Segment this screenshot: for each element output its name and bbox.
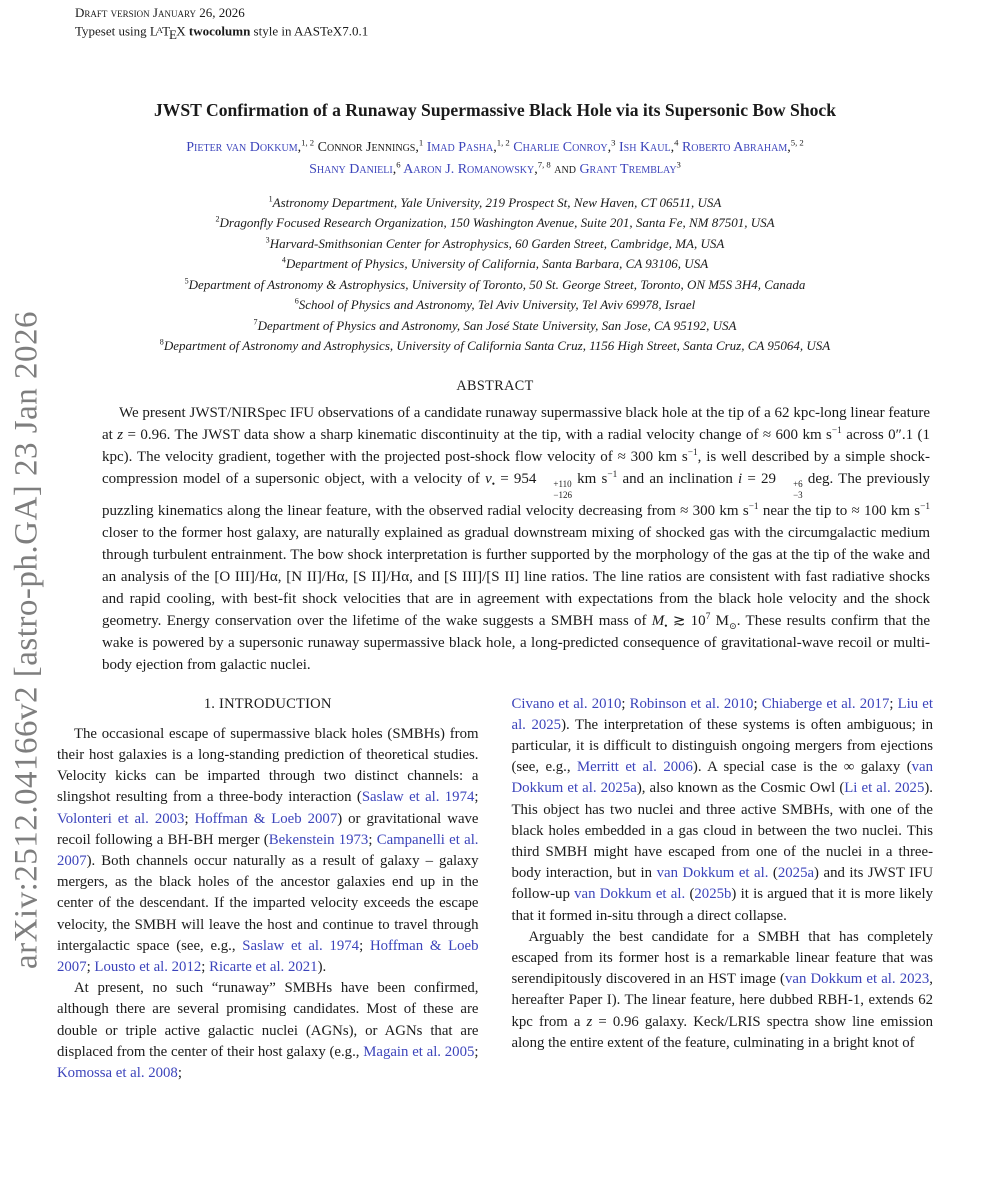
hyperlink[interactable]: 2025b bbox=[694, 886, 732, 903]
text-run: ≳ 10 bbox=[667, 612, 706, 629]
text-run: ) and its JWST IFU follow-up bbox=[511, 865, 933, 903]
text-run: = 29 bbox=[742, 470, 777, 487]
hyperlink[interactable]: Roberto Abraham bbox=[681, 139, 788, 155]
hyperlink[interactable]: van Dokkum et al. bbox=[574, 886, 686, 903]
affiliation-number: 5 bbox=[184, 276, 189, 286]
affiliation-number: 4 bbox=[281, 255, 286, 265]
hyperlink[interactable]: Pieter van Dokkum bbox=[186, 139, 298, 155]
affiliation-text: Dragonfly Focused Research Organization, 150 Washington Avenue, Suite 201, Santa Fe, NM 87501, USA bbox=[219, 215, 775, 230]
text-run: ; bbox=[184, 810, 195, 827]
text-run: and an inclination bbox=[617, 470, 739, 487]
author-list bbox=[57, 137, 933, 181]
text-run: ( bbox=[685, 886, 695, 903]
section-heading-introduction: 1. INTRODUCTION bbox=[203, 695, 332, 712]
text-run: 1, 2 bbox=[301, 136, 315, 147]
affiliation-text: School of Physics and Astronomy, Tel Aviv University, Tel Aviv 69978, Israel bbox=[298, 297, 696, 312]
text-run: ; bbox=[753, 695, 762, 712]
text-run: At present, no such “runaway” SMBHs have been confirmed, although there are several promising candidates. Most of these are double or triple active galactic nuclei (AGNs), or AGNs that are displaced from the center of their host galaxy (e.g., bbox=[57, 980, 479, 1060]
affiliation-number: 2 bbox=[215, 214, 220, 224]
intro-paragraph-2 bbox=[57, 978, 479, 1084]
hyperlink[interactable]: Chiaberge et al. 2017 bbox=[761, 695, 890, 712]
text-run: −1 bbox=[748, 501, 759, 512]
abstract-heading: ABSTRACT bbox=[456, 377, 534, 394]
text-run: L bbox=[149, 23, 158, 39]
text-run: ; bbox=[889, 695, 898, 712]
affiliation-number: 6 bbox=[294, 296, 299, 306]
author-line-2 bbox=[57, 159, 933, 181]
text-run: ⊙ bbox=[728, 621, 737, 632]
text-run: E bbox=[168, 26, 177, 42]
text-run: , bbox=[670, 139, 675, 155]
stacked-uncertainty: +110 −126 bbox=[553, 479, 572, 500]
text-run: , bbox=[787, 139, 791, 155]
hyperlink[interactable]: Merritt et al. 2006 bbox=[577, 759, 693, 776]
text-run: v bbox=[485, 470, 492, 487]
text-run: , bbox=[534, 161, 538, 177]
affiliation-number: 3 bbox=[265, 235, 270, 245]
text-run: ; bbox=[474, 1043, 479, 1060]
hyperlink[interactable]: Grant Tremblay bbox=[579, 161, 677, 177]
intro-paragraph-2-continued bbox=[512, 694, 934, 927]
hyperlink[interactable]: van Dokkum et al. bbox=[656, 865, 769, 882]
text-run: km s bbox=[571, 470, 608, 487]
hyperlink[interactable]: Volonteri et al. 2003 bbox=[57, 810, 185, 827]
arxiv-watermark: arXiv:2512.04166v2 [astro-ph.GA] 23 Jan 2026 bbox=[8, 310, 45, 970]
text-run: ). This object has two nuclei and three active SMBHs, with one of the black holes embedded in a gas cloud in between the two nuclei. This third SMBH might have escaped from one of the nuclei in a three-body interaction, but in bbox=[511, 780, 933, 882]
hyperlink[interactable]: 2025a bbox=[777, 865, 815, 882]
affiliation-3 bbox=[57, 234, 933, 255]
text-run: , bbox=[297, 139, 302, 155]
affiliation-1 bbox=[57, 193, 933, 214]
text-run: , bbox=[392, 161, 397, 177]
text-run: ). A special case is the ∞ galaxy ( bbox=[692, 759, 912, 776]
hyperlink[interactable]: Saslaw et al. 1974 bbox=[242, 937, 360, 954]
text-run: The occasional escape of supermassive black holes (SMBHs) from their host galaxies is a long-standing prediction of theoretical studies. Velocity kicks can be imparted through two distinct channels: a slingshot resulting from a three-body interaction ( bbox=[57, 725, 479, 806]
hyperlink[interactable]: Li et al. 2025 bbox=[844, 780, 925, 797]
text-run: , bbox=[607, 139, 612, 155]
text-run: 3 bbox=[676, 158, 681, 169]
text-run: • bbox=[491, 479, 496, 490]
affiliation-text: Department of Astronomy & Astrophysics, University of Toronto, 50 St. George Street, Toronto, ON M5S 3H4, Canada bbox=[188, 276, 806, 292]
text-run: twocolumn bbox=[188, 23, 251, 39]
affiliation-text: Department of Physics and Astronomy, San José State University, San Jose, CA 95192, USA bbox=[257, 317, 737, 333]
text-run: deg. The previously puzzling kinematics along the linear feature, with the observed radial velocity decreasing from ≈ 300 km s bbox=[102, 470, 931, 519]
hyperlink[interactable]: Komossa et al. 2008 bbox=[57, 1065, 178, 1082]
hyperlink[interactable]: Hoffman & Loeb 2007 bbox=[57, 937, 479, 976]
text-run: z bbox=[117, 426, 124, 443]
author-line-1 bbox=[57, 137, 933, 159]
text-run: 6 bbox=[396, 158, 401, 169]
text-run: T bbox=[162, 23, 171, 39]
left-column bbox=[57, 694, 479, 1154]
text-run: Connor Jennings bbox=[317, 139, 416, 155]
text-run: , bbox=[493, 139, 497, 155]
hyperlink[interactable]: Ish Kaul bbox=[619, 139, 671, 155]
affiliation-text: Harvard-Smithsonian Center for Astrophysics, 60 Garden Street, Cambridge, MA, USA bbox=[269, 235, 725, 251]
hyperlink[interactable]: Lousto et al. 2012 bbox=[94, 959, 202, 976]
affiliation-text: Department of Astronomy and Astrophysics, University of California Santa Cruz, 1156 High Street, Santa Cruz, CA 95064, USA bbox=[163, 338, 831, 353]
text-run: style in AASTeX7.0.1 bbox=[250, 23, 369, 39]
text-run: ). Both channels occur naturally as a result of galaxy – galaxy mergers, as the black holes of the ancestor galaxies end up in the center of the descendant. If the imparted velocity exceeds the escape velocity, the SMBH will leave the host and continue to travel through intergalactic space (see, e.g., bbox=[57, 853, 479, 954]
text-run: ( bbox=[768, 865, 778, 882]
stacked-uncertainty: +6 −3 bbox=[793, 479, 803, 500]
text-run: ; bbox=[86, 959, 95, 976]
affiliation-text: Astronomy Department, Yale University, 219 Prospect St, New Haven, CT 06511, USA bbox=[272, 194, 722, 210]
text-run: • bbox=[664, 621, 668, 632]
hyperlink[interactable]: Imad Pasha bbox=[426, 139, 494, 155]
affiliation-4 bbox=[57, 254, 933, 275]
text-run: M bbox=[710, 612, 729, 629]
text-run: across 0″.1 (1 kpc). The velocity gradient, together with the projected post-shock flow velocity of ≈ 300 km s bbox=[102, 426, 931, 465]
text-run: ) or gravitational wave recoil following a BH-BH merger ( bbox=[57, 810, 479, 848]
hyperlink[interactable]: Bekenstein 1973 bbox=[268, 831, 369, 848]
affiliation-7 bbox=[57, 316, 933, 337]
text-run: Typeset using bbox=[75, 23, 150, 39]
text-run: , hereafter Paper I). The linear feature, here dubbed RBH-1, extends 62 kpc from a bbox=[511, 971, 933, 1030]
affiliation-number: 7 bbox=[253, 317, 258, 327]
text-run: M bbox=[651, 612, 665, 629]
text-run: , bbox=[415, 139, 419, 155]
text-run: We present JWST/NIRSpec IFU observations of a candidate runaway supermassive black hole at the tip of a 62 kpc-long linear feature at bbox=[102, 404, 930, 443]
draft-header bbox=[75, 4, 933, 43]
two-column-body bbox=[57, 694, 933, 1154]
text-run: 1 bbox=[418, 136, 424, 147]
text-run: ). bbox=[317, 959, 327, 976]
hyperlink[interactable]: Liu et al. 2025 bbox=[511, 695, 933, 733]
hyperlink[interactable]: Ricarte et al. 2021 bbox=[209, 959, 318, 976]
affiliation-5 bbox=[57, 275, 933, 296]
text-run: 5, 2 bbox=[790, 136, 804, 147]
text-run: −1 bbox=[831, 425, 842, 436]
right-column bbox=[512, 694, 934, 1154]
affiliation-6 bbox=[57, 295, 933, 316]
text-run: ), also known as the Cosmic Owl ( bbox=[636, 780, 845, 797]
text-run: z bbox=[586, 1013, 593, 1030]
text-run: i bbox=[738, 470, 743, 487]
hyperlink[interactable]: Campanelli et al. 2007 bbox=[57, 831, 479, 870]
text-run: = 954 bbox=[495, 470, 537, 487]
text-run: Arguably the best candidate for a SMBH that has completely escaped from its former host is a remarkable linear feature that was serendipitously discovered in an HST image ( bbox=[511, 928, 933, 988]
text-run: . These results confirm that the wake is powered by a supersonic runaway supermassive black hole, a long-predicted consequence of gravitational-wave recoil or multi-body ejection from galactic nuclei. bbox=[102, 612, 930, 673]
affiliation-8 bbox=[57, 336, 933, 357]
affiliation-list bbox=[57, 193, 933, 357]
affiliation-number: 8 bbox=[159, 337, 164, 347]
text-run: X bbox=[176, 23, 186, 39]
draft-version-line: Draft version January 26, 2026 bbox=[75, 5, 245, 20]
text-run: 4 bbox=[674, 136, 679, 147]
affiliation-2 bbox=[57, 213, 933, 234]
text-run: near the tip to ≈ 100 km s bbox=[758, 502, 921, 519]
text-run: ; bbox=[621, 695, 630, 712]
hyperlink[interactable]: Civano et al. 2010 bbox=[511, 695, 622, 712]
text-run: ) it is argued that it is more likely that it formed in-situ through a direct collapse. bbox=[511, 886, 933, 924]
text-run: −1 bbox=[607, 469, 618, 480]
affiliation-text: Department of Physics, University of California, Santa Barbara, CA 93106, USA bbox=[285, 256, 709, 271]
text-run: −1 bbox=[920, 501, 930, 512]
hyperlink[interactable]: Shany Danieli bbox=[309, 161, 393, 177]
text-run: = 0.96 galaxy. Keck/LRIS spectra show line emission along the entire extent of the feature, culminating in a bright knot of bbox=[511, 1013, 933, 1051]
text-run: 7, 8 bbox=[537, 158, 551, 169]
hyperlink[interactable]: Saslaw et al. 1974 bbox=[361, 789, 475, 806]
abstract-text bbox=[102, 402, 930, 676]
text-run: −1 bbox=[687, 447, 698, 458]
intro-paragraph-3 bbox=[512, 927, 934, 1054]
hyperlink[interactable]: van Dokkum et al. 2025a bbox=[511, 759, 933, 797]
text-run: A bbox=[156, 25, 163, 35]
text-run: ; bbox=[359, 937, 370, 954]
hyperlink[interactable]: Charlie Conroy bbox=[513, 139, 608, 155]
hyperlink[interactable]: Robinson et al. 2010 bbox=[629, 695, 754, 712]
hyperlink[interactable]: Magain et al. 2005 bbox=[363, 1043, 475, 1060]
typeset-line bbox=[75, 22, 933, 43]
text-run: ). The interpretation of these systems is often ambiguous; in particular, it is difficult to distinguish ongoing mergers from ejections (see, e.g., bbox=[511, 716, 933, 776]
intro-paragraph-1 bbox=[57, 724, 479, 978]
text-run: ; bbox=[177, 1065, 182, 1082]
text-run: 3 bbox=[611, 136, 616, 147]
text-run: = 0.96. The JWST data show a sharp kinematic discontinuity at the tip, with a radial velocity change of ≈ 600 km s bbox=[123, 426, 832, 443]
text-run: ; bbox=[201, 959, 210, 976]
page-title: JWST Confirmation of a Runaway Supermassive Black Hole via its Supersonic Bow Shock bbox=[154, 99, 836, 120]
affiliation-number: 1 bbox=[268, 194, 273, 204]
text-run: closer to the former host galaxy, are naturally explained as gradual downstream mixing of shocked gas with the circumgalactic medium through turbulent entrainment. The bow shock interpretation is further supported by the morphology of the gas at the tip of the wake and an analysis of the [O III]/Hα, [N II]/Hα, [S II]/Hα, and [S III]/[S II] line ratios. The line ratios are consistent with fast radiative shocks and rapid cooling, with best-fit shock velocities that are in agreement with expectations from the black hole velocity and the shock geometry. Energy conservation over the lifetime of the wake suggests a SMBH mass of bbox=[102, 524, 930, 629]
text-run: 7 bbox=[705, 611, 711, 622]
hyperlink[interactable]: Hoffman & Loeb 2007 bbox=[194, 810, 338, 827]
paper-content bbox=[0, 4, 990, 1154]
text-run: ; bbox=[368, 831, 377, 848]
hyperlink[interactable]: Aaron J. Romanowsky bbox=[403, 161, 535, 177]
text-run: and bbox=[550, 161, 580, 177]
text-run: ; bbox=[474, 789, 479, 806]
hyperlink[interactable]: van Dokkum et al. 2023 bbox=[785, 971, 930, 988]
text-run: 1, 2 bbox=[496, 136, 510, 147]
text-run: , is well described by a simple shock-compression model of a supersonic object, with a velocity of bbox=[102, 448, 930, 487]
